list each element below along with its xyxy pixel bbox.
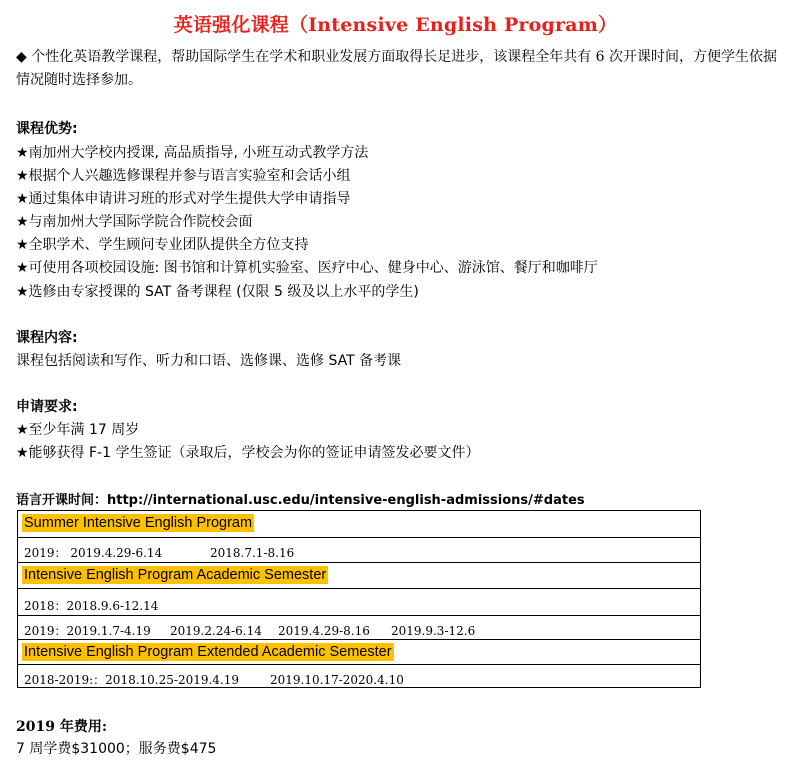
schedule-table [17,510,701,688]
content-heading: 课程内容: [16,330,78,346]
date-cell: 2019：2019.1.7-4.19 [24,624,151,638]
program-name: Intensive English Program Extended Academic Semester [24,644,392,660]
fees-text: 7 周学费$31000；服务费$475 [16,741,217,757]
date-cells [24,671,404,688]
program-header-row [18,563,700,589]
intro-paragraph: ◆ 个性化英语教学课程，帮助国际学生在学术和职业发展方面取得长足进步，该课程全年共有 6 次开课时间，方便学生依据情况随时选择参加。 [16,49,778,88]
date-cells [24,622,475,639]
date-cells [24,544,294,561]
date-row [18,616,700,640]
advantages-heading: 课程优势: [16,121,78,137]
program-header-row [18,511,700,538]
fees-heading: 2019 年费用: [16,719,108,735]
date-cell: 2018：2018.9.6-12.14 [24,599,159,613]
advantage-item: ★南加州大学校内授课, 高品质指导, 小班互动式教学方法 [16,145,369,161]
requirement-item: ★能够获得 F-1 学生签证（录取后，学校会为你的签证申请签发必要文件） [16,445,480,461]
advantage-item: ★可使用各项校园设施: 图书馆和计算机实验室、医疗中心、健身中心、游泳馆、餐厅和咖啡厅 [16,260,598,276]
page-title: 英语强化课程（Intensive English Program） [173,14,618,36]
advantage-item: ★与南加州大学国际学院合作院校会面 [16,214,253,230]
advantage-item: ★选修由专家授课的 SAT 备考课程 (仅限 5 级及以上水平的学生) [16,284,419,300]
date-cell: 2019： 2019.4.29-6.14 [24,546,163,560]
date-cell: 2019.9.3-12.6 [391,624,476,638]
content-text: 课程包括阅读和写作、听力和口语、选修课、选修 SAT 备考课 [16,353,402,369]
advantage-item: ★全职学术、学生顾问专业团队提供全方位支持 [16,237,309,253]
advantage-item: ★通过集体申请讲习班的形式对学生提供大学申请指导 [16,191,351,207]
date-row [18,665,700,688]
date-cells [24,597,158,614]
date-cell: 2019.10.17-2020.4.10 [270,673,404,687]
program-header-row [18,640,700,665]
program-name: Intensive English Program Academic Semester [24,567,327,583]
date-cell: 2019.2.24-6.14 [170,624,262,638]
date-cell: 2018.7.1-8.16 [210,546,295,560]
requirements-heading: 申请要求: [16,399,78,415]
advantage-item: ★根据个人兴趣选修课程并参与语言实验室和会话小组 [16,168,351,184]
program-name: Summer Intensive English Program [24,515,253,531]
date-cell: 2018-2019:：2018.10.25-2019.4.19 [24,673,240,687]
requirement-item: ★至少年满 17 周岁 [16,422,140,438]
schedule-label: 语言开课时间：http://international.usc.edu/intensive-english-admissions/#dates [16,493,585,508]
date-row [18,538,700,563]
date-cell: 2019.4.29-8.16 [278,624,370,638]
date-row [18,589,700,616]
